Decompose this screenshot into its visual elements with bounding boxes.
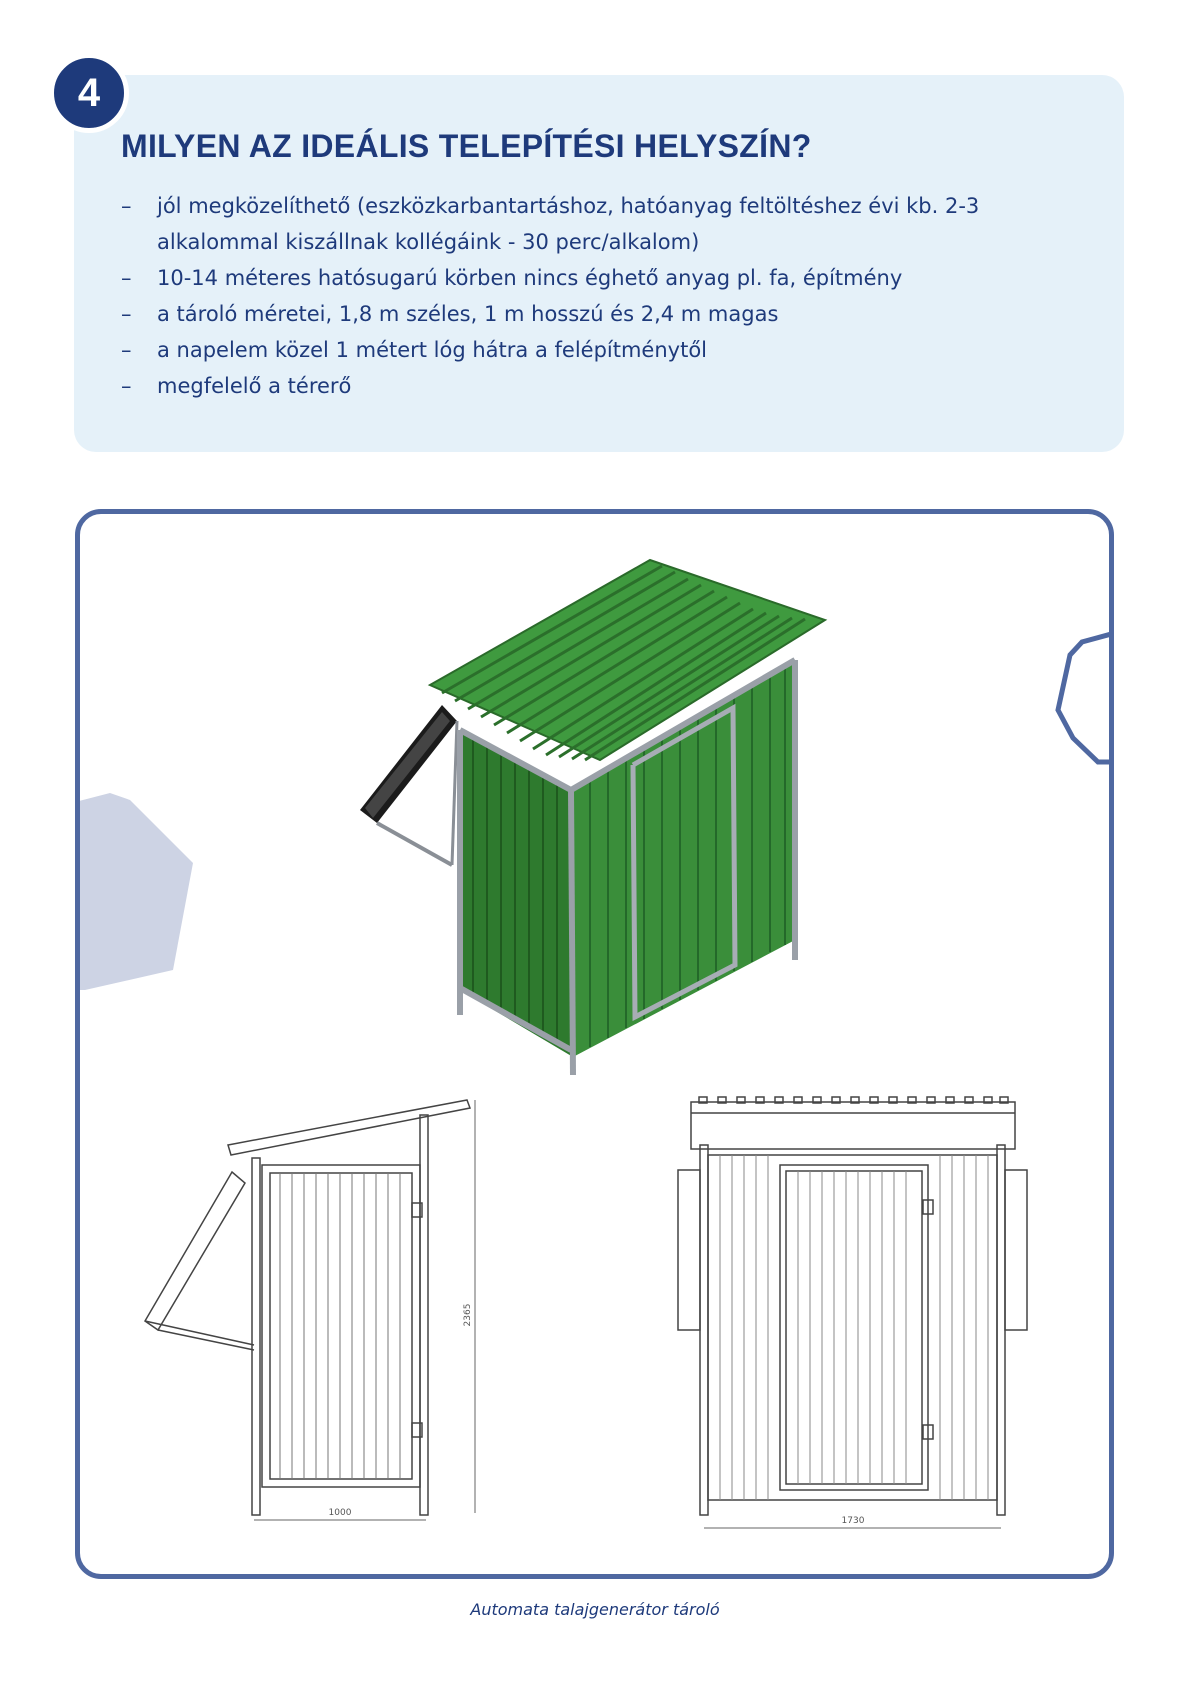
shed-drawings <box>80 514 1114 1579</box>
list-item: – 10-14 méteres hatósugarú körben nincs éghető anyag pl. fa, építmény <box>121 260 1021 296</box>
shed-3d-render <box>360 560 825 1075</box>
figure-caption: Automata talajgenerátor tároló <box>470 1600 720 1619</box>
decor-hexagon-left <box>80 793 193 990</box>
side-height-dimension: 2365 <box>463 1303 473 1327</box>
drawing-frame <box>75 509 1114 1579</box>
section-heading: MILYEN AZ IDEÁLIS TELEPÍTÉSI HELYSZÍN? <box>121 128 812 164</box>
front-width-dimension: 1730 <box>841 1516 865 1526</box>
list-item: – jól megközelíthető (eszközkarbantartáshoz, hatóanyag feltöltéshez évi kb. 2-3 alkalommal kiszállnak kollégáink - 30 perc/alkalom) <box>121 188 1021 260</box>
front-view-drawing <box>678 1097 1027 1528</box>
list-item: – a napelem közel 1 métert lóg hátra a felépítménytől <box>121 332 1021 368</box>
side-view-drawing <box>145 1100 475 1520</box>
requirements-list <box>121 188 1021 404</box>
side-width-dimension: 1000 <box>328 1508 352 1518</box>
step-number-badge: 4 <box>49 53 129 133</box>
decor-hexagon-right <box>1058 633 1114 762</box>
list-item: – a tároló méretei, 1,8 m széles, 1 m hosszú és 2,4 m magas <box>121 296 1021 332</box>
list-item: – megfelelő a térerő <box>121 368 1021 404</box>
